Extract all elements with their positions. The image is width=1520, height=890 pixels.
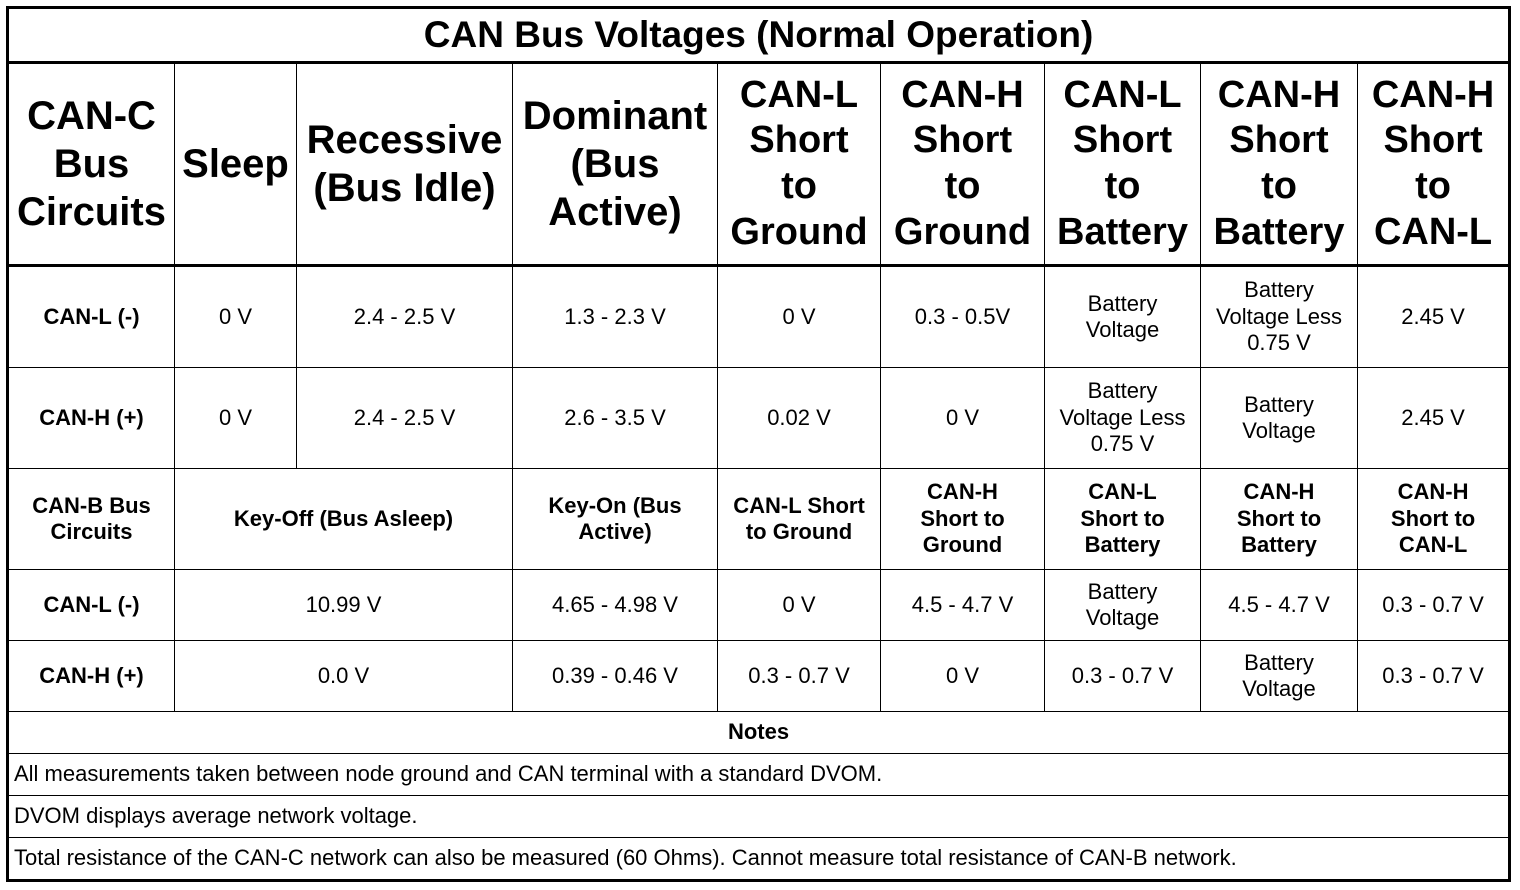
table-cell: 0.3 - 0.5V (881, 266, 1045, 368)
can-bus-voltage-table (6, 6, 1511, 882)
page-title: CAN Bus Voltages (Normal Operation) (8, 8, 1510, 63)
canh-short-ground-header: CAN-H Short to Ground (881, 63, 1045, 266)
row-label: CAN-H (+) (8, 641, 175, 712)
canh-short-canl-header: CAN-H Short to CAN-L (1358, 63, 1510, 266)
can-b-circuits-header: CAN-B Bus Circuits (8, 469, 175, 570)
table-row (8, 266, 1510, 368)
table-row (8, 368, 1510, 469)
table-cell: 0.3 - 0.7 V (718, 641, 881, 712)
canl-short-battery-header: CAN-L Short to Battery (1045, 63, 1201, 266)
table-cell: Battery Voltage Less 0.75 V (1045, 368, 1201, 469)
table-cell: 2.45 V (1358, 368, 1510, 469)
table-cell: 2.4 - 2.5 V (297, 266, 513, 368)
canl-short-battery-header: CAN-L Short to Battery (1045, 469, 1201, 570)
table-row (8, 570, 1510, 641)
table-cell: Battery Voltage (1201, 368, 1358, 469)
notes-heading: Notes (8, 712, 1510, 754)
note-text: DVOM displays average network voltage. (8, 796, 1510, 838)
table-cell: 0.3 - 0.7 V (1045, 641, 1201, 712)
table-cell: 0 V (175, 266, 297, 368)
recessive-header: Recessive (Bus Idle) (297, 63, 513, 266)
table-cell: 4.5 - 4.7 V (881, 570, 1045, 641)
table-cell: 10.99 V (175, 570, 513, 641)
canh-short-battery-header: CAN-H Short to Battery (1201, 469, 1358, 570)
row-label: CAN-L (-) (8, 570, 175, 641)
table-cell: Battery Voltage Less 0.75 V (1201, 266, 1358, 368)
table-cell: 2.6 - 3.5 V (513, 368, 718, 469)
canh-short-battery-header: CAN-H Short to Battery (1201, 63, 1358, 266)
can-c-circuits-header: CAN-C Bus Circuits (8, 63, 175, 266)
note-row (8, 796, 1510, 838)
canh-short-canl-header: CAN-H Short to CAN-L (1358, 469, 1510, 570)
can-c-header-row (8, 63, 1510, 266)
table-cell: Battery Voltage (1045, 570, 1201, 641)
key-off-header: Key-Off (Bus Asleep) (175, 469, 513, 570)
can-bus-voltage-sheet (6, 6, 1508, 886)
notes-heading-row (8, 712, 1510, 754)
row-label: CAN-H (+) (8, 368, 175, 469)
note-row (8, 838, 1510, 881)
table-cell: 0.02 V (718, 368, 881, 469)
table-cell: 0 V (718, 570, 881, 641)
sleep-header: Sleep (175, 63, 297, 266)
canh-short-ground-header: CAN-H Short to Ground (881, 469, 1045, 570)
table-cell: 4.5 - 4.7 V (1201, 570, 1358, 641)
table-cell: Battery Voltage (1045, 266, 1201, 368)
table-cell: 0.3 - 0.7 V (1358, 641, 1510, 712)
can-b-header-row (8, 469, 1510, 570)
table-cell: 0.0 V (175, 641, 513, 712)
dominant-header: Dominant (Bus Active) (513, 63, 718, 266)
canl-short-ground-header: CAN-L Short to Ground (718, 63, 881, 266)
note-row (8, 754, 1510, 796)
note-text: All measurements taken between node ground and CAN terminal with a standard DVOM. (8, 754, 1510, 796)
table-cell: 0.3 - 0.7 V (1358, 570, 1510, 641)
table-cell: Battery Voltage (1201, 641, 1358, 712)
table-cell: 0 V (881, 641, 1045, 712)
table-row (8, 641, 1510, 712)
table-cell: 4.65 - 4.98 V (513, 570, 718, 641)
table-cell: 1.3 - 2.3 V (513, 266, 718, 368)
table-cell: 2.45 V (1358, 266, 1510, 368)
table-cell: 0.39 - 0.46 V (513, 641, 718, 712)
table-cell: 0 V (718, 266, 881, 368)
note-text: Total resistance of the CAN-C network can also be measured (60 Ohms). Cannot measure total resistance of CAN-B network. (8, 838, 1510, 881)
row-label: CAN-L (-) (8, 266, 175, 368)
table-cell: 0 V (175, 368, 297, 469)
title-row (8, 8, 1510, 63)
table-cell: 0 V (881, 368, 1045, 469)
key-on-header: Key-On (Bus Active) (513, 469, 718, 570)
table-cell: 2.4 - 2.5 V (297, 368, 513, 469)
canl-short-ground-header: CAN-L Short to Ground (718, 469, 881, 570)
